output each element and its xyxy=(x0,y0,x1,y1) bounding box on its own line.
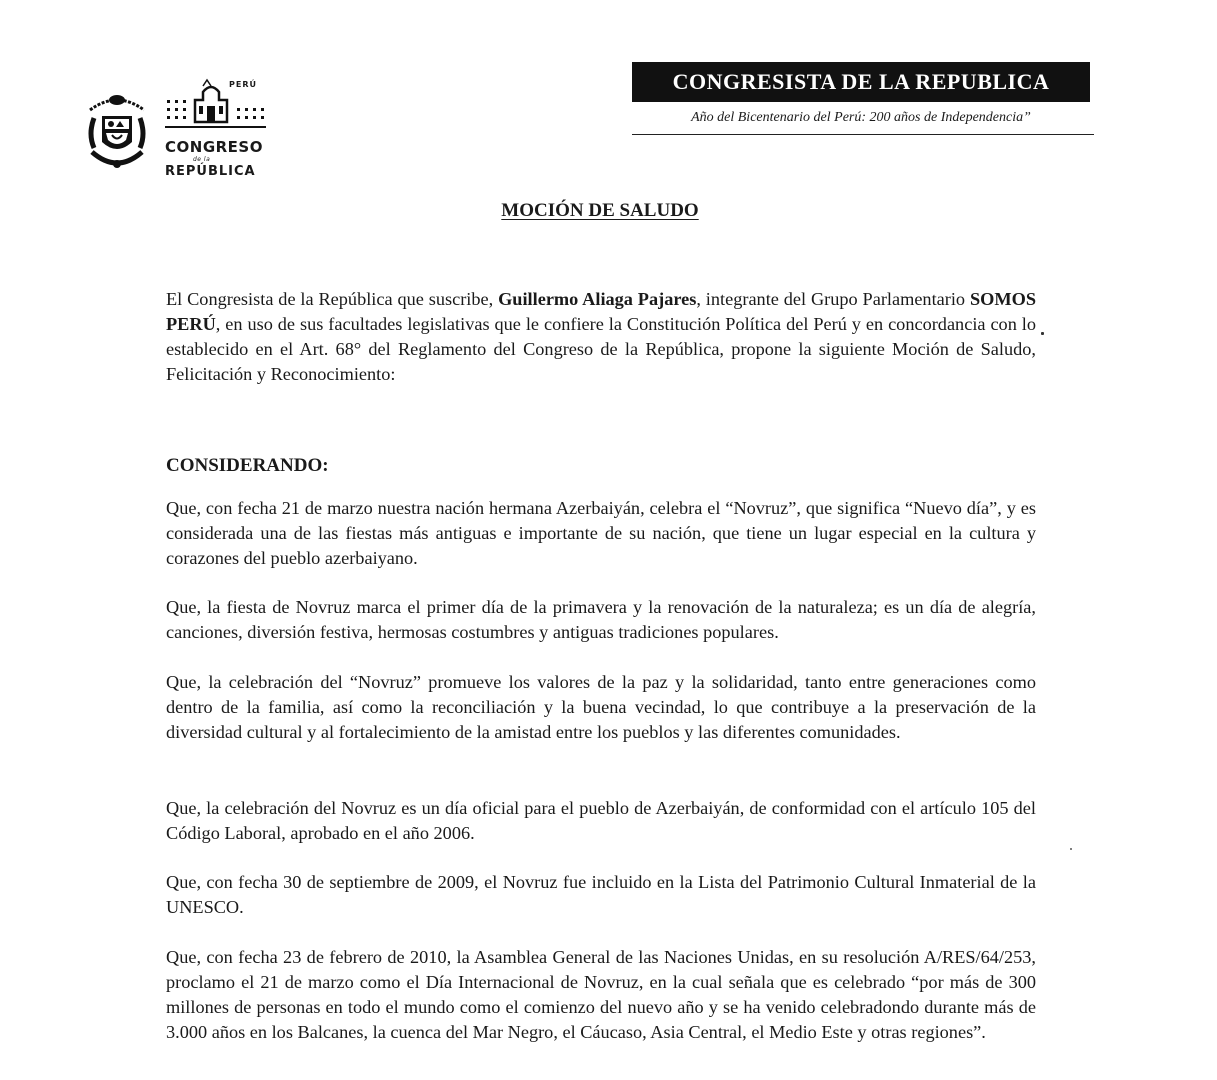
paragraph-text: Que, la fiesta de Novruz marca el primer día de la primavera y la renovación de la naturaleza; es un día de alegría, canciones, diversión festiva, hermosas costumbres y antiguas tradiciones populares. xyxy=(166,597,1036,642)
considerando-paragraph xyxy=(166,496,1036,571)
document-title-text: MOCIÓN DE SALUDO xyxy=(501,200,699,221)
considerando-paragraph xyxy=(166,870,1036,920)
intro-paragraph xyxy=(166,287,1036,387)
paragraph-text: Que, la celebración del “Novruz” promueve los valores de la paz y la solidaridad, tanto entre generaciones como dentro de la familia, así como la reconciliación y la buena vecindad, lo que contribuye a la preservación de la diversidad cultural y al fortalecimiento de la amistad entre los pueblos y las diferentes comunidades. xyxy=(166,672,1036,742)
document-title xyxy=(0,200,1200,222)
considerando-paragraph xyxy=(166,945,1036,1045)
paragraph-text: Que, con fecha 30 de septiembre de 2009, el Novruz fue incluido en la Lista del Patrimonio Cultural Inmaterial de la UNESCO. xyxy=(166,872,1036,917)
scan-speck xyxy=(1070,848,1072,850)
paragraph-text: Que, con fecha 23 de febrero de 2010, la Asamblea General de las Naciones Unidas, en su resolución A/RES/64/253, proclamo el 21 de marzo como el Día Internacional de Novruz, en la cual señala que es celebrado “por más de 300 millones de personas en todo el mundo como el comienzo del nuevo año y se ha venido celebradondo durante más de 3.000 años en los Balcanes, la cuenca del Mar Negro, el Cáucaso, Asia Central, el Medio Este y otras regiones”. xyxy=(166,947,1036,1042)
logo-word-congreso: CONGRESO xyxy=(165,138,263,156)
intro-part-2: , integrante del Grupo Parlamentario xyxy=(696,289,970,309)
congressman-name: Guillermo Aliaga Pajares xyxy=(498,289,697,309)
paragraph-text: Que, con fecha 21 de marzo nuestra nación hermana Azerbaiyán, celebra el “Novruz”, que significa “Nuevo día”, y es considerada una de las fiestas más antiguas e importante de su nación, que tiene un lugar especial en la cultura y corazones del pueblo azerbaiyano. xyxy=(166,498,1036,568)
coat-of-arms-seal-icon xyxy=(84,90,150,174)
intro-part-1: El Congresista de la República que suscribe, xyxy=(166,289,499,309)
scan-speck xyxy=(1041,332,1044,335)
considerando-paragraph xyxy=(166,796,1036,846)
considerando-heading: CONSIDERANDO: xyxy=(166,455,329,476)
header-subtitle: Año del Bicentenario del Perú: 200 años de Independencia” xyxy=(691,110,1031,125)
logo-peru-tag: PERÚ xyxy=(229,80,257,89)
header-banner: CONGRESISTA DE LA REPUBLICA xyxy=(632,62,1090,102)
party-name: SOMOS PERÚ xyxy=(166,289,1036,334)
paragraph-text: Que, la celebración del Novruz es un día oficial para el pueblo de Azerbaiyán, de conformidad con el artículo 105 del Código Laboral, aprobado en el año 2006. xyxy=(166,798,1036,843)
considerando-paragraph xyxy=(166,595,1036,645)
congreso-logo xyxy=(163,78,268,182)
logo-word-de-la: de la xyxy=(193,156,211,163)
logo-word-republica: REPÚBLICA xyxy=(165,164,256,179)
intro-part-3: , en uso de sus facultades legislativas que le confiere la Constitución Política del Perú y en concordancia con lo establecido en el Art. 68° del Reglamento del Congreso de la República, propone la siguiente Moción de Saludo, Felicitación y Reconocimiento: xyxy=(166,314,1036,384)
header-divider xyxy=(632,134,1094,135)
considerando-paragraph xyxy=(166,670,1036,745)
